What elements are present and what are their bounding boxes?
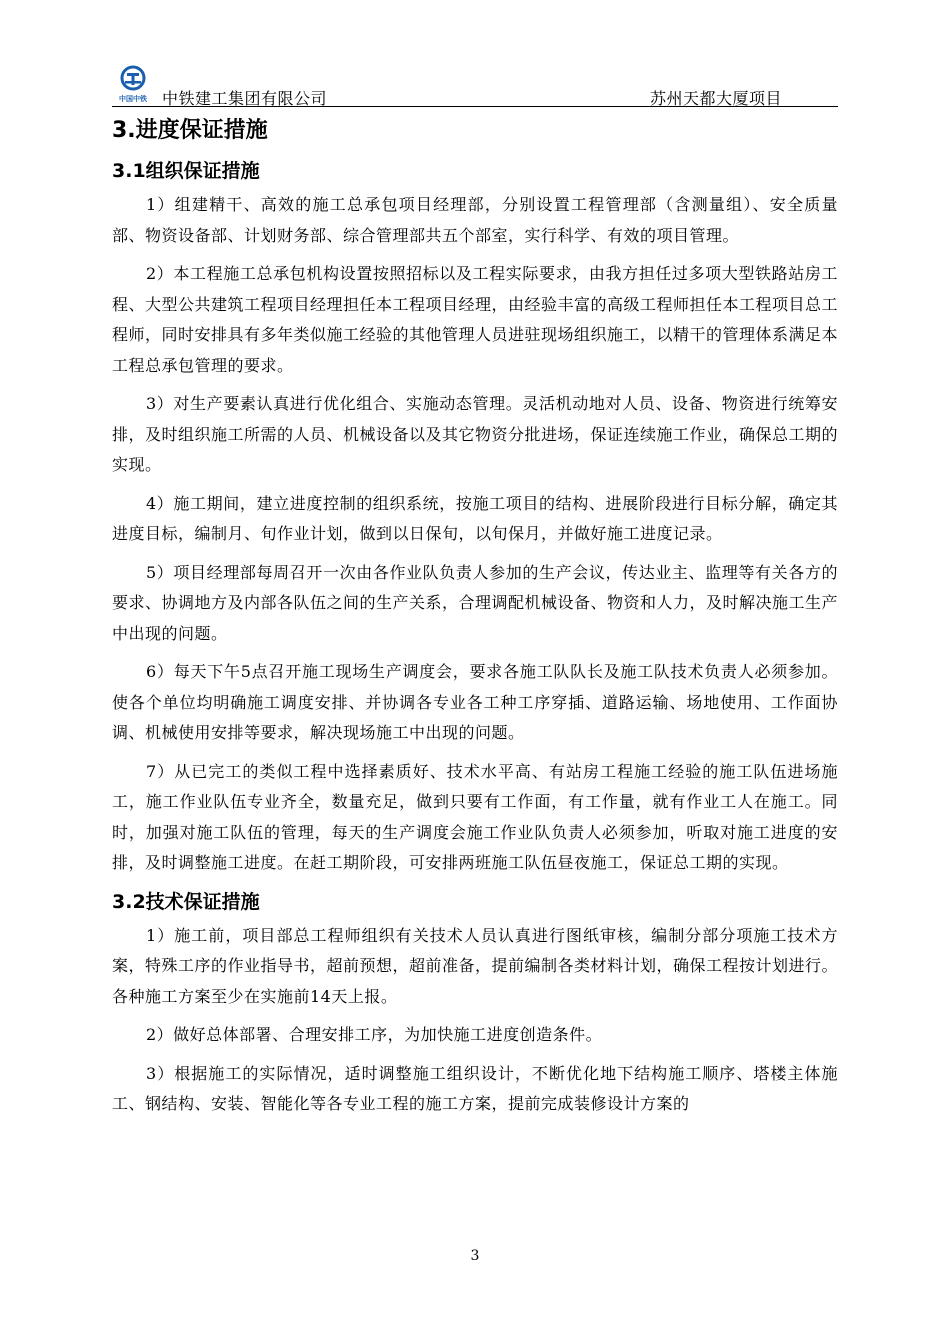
paragraph: 1）组建精干、高效的施工总承包项目经理部，分别设置工程管理部（含测量组）、安全质量部、物资设备部、计划财务部、综合管理部共五个部室，实行科学、有效的项目管理。 — [112, 195, 838, 245]
page-number: 3 — [470, 1248, 480, 1264]
paragraph: 2）做好总体部署、合理安排工序，为加快施工进度创造条件。 — [146, 1025, 603, 1044]
page-header — [112, 62, 838, 107]
section-heading-technical: 3.2技术保证措施 — [112, 890, 260, 913]
project-name: 苏州天都大厦项目 — [649, 89, 782, 108]
paragraph: 6）每天下午5点召开施工现场生产调度会，要求各施工队队长及施工队技术负责人必须参加。使各个单位均明确施工调度安排、并协调各专业各工种工序穿插、道路运输、场地使用、工作面协调、机械使用安排等要求，解决现场施工中出现的问题。 — [112, 662, 838, 742]
paragraph: 3）对生产要素认真进行优化组合、实施动态管理。灵活机动地对人员、设备、物资进行统筹安排，及时组织施工所需的人员、机械设备以及其它物资分批进场，保证连续施工作业，确保总工期的实现。 — [112, 394, 839, 474]
logo-text: 中国中铁 — [119, 95, 147, 103]
section-heading-organization: 3.1组织保证措施 — [112, 160, 260, 182]
document-body — [112, 114, 838, 1128]
paragraph: 5）项目经理部每周召开一次由各作业队负责人参加的生产会议，传达业主、监理等有关各方的要求、协调地方及内部各队伍之间的生产关系，合理调配机械设备、物资和人力，及时解决施工生产中出现的问题。 — [112, 562, 839, 643]
paragraph: 4）施工期间，建立进度控制的组织系统，按施工项目的结构、进展阶段进行目标分解，确定其进度目标，编制月、旬作业计划，做到以日保旬，以旬保月，并做好施工进度记录。 — [112, 493, 838, 543]
paragraph: 7）从已完工的类似工程中选择素质好、技术水平高、有站房工程施工经验的施工队伍进场施工，施工作业队伍专业齐全，数量充足，做到只要有工作面，有工作量，就有作业工人在施工。同时，加强对施工队伍的管理，每天的生产调度会施工作业队负责人必须参加，听取对施工进度的安排，及时调整施工进度。在赶工期阶段，可安排两班施工队伍昼夜施工，保证总工期的实现。 — [112, 761, 838, 872]
paragraph: 3）根据施工的实际情况，适时调整施工组织设计，不断优化地下结构施工顺序、塔楼主体施工、钢结构、安装、智能化等各专业工程的施工方案，提前完成装修设计方案的 — [112, 1063, 838, 1113]
page-title: 3.进度保证措施 — [112, 118, 268, 143]
company-name: 中铁建工集团有限公司 — [162, 89, 328, 108]
paragraph: 1）施工前，项目部总工程师组织有关技术人员认真进行图纸审核，编制分部分项施工技术方案，特殊工序的作业指导书，超前预想，超前准备，提前编制各类材料计划，确保工程按计划进行。各种施工方案至少在实施前14天上报。 — [112, 925, 839, 1006]
paragraph: 2）本工程施工总承包机构设置按照招标以及工程实际要求，由我方担任过多项大型铁路站房工程、大型公共建筑工程项目经理担任本工程项目经理，由经验丰富的高级工程师担任本工程项目总工程师，同时安排具有多年类似施工经验的其他管理人员进驻现场组织施工，以精干的管理体系满足本工程总承包管理的要求。 — [112, 264, 839, 375]
crcc-logo-icon — [114, 64, 152, 104]
